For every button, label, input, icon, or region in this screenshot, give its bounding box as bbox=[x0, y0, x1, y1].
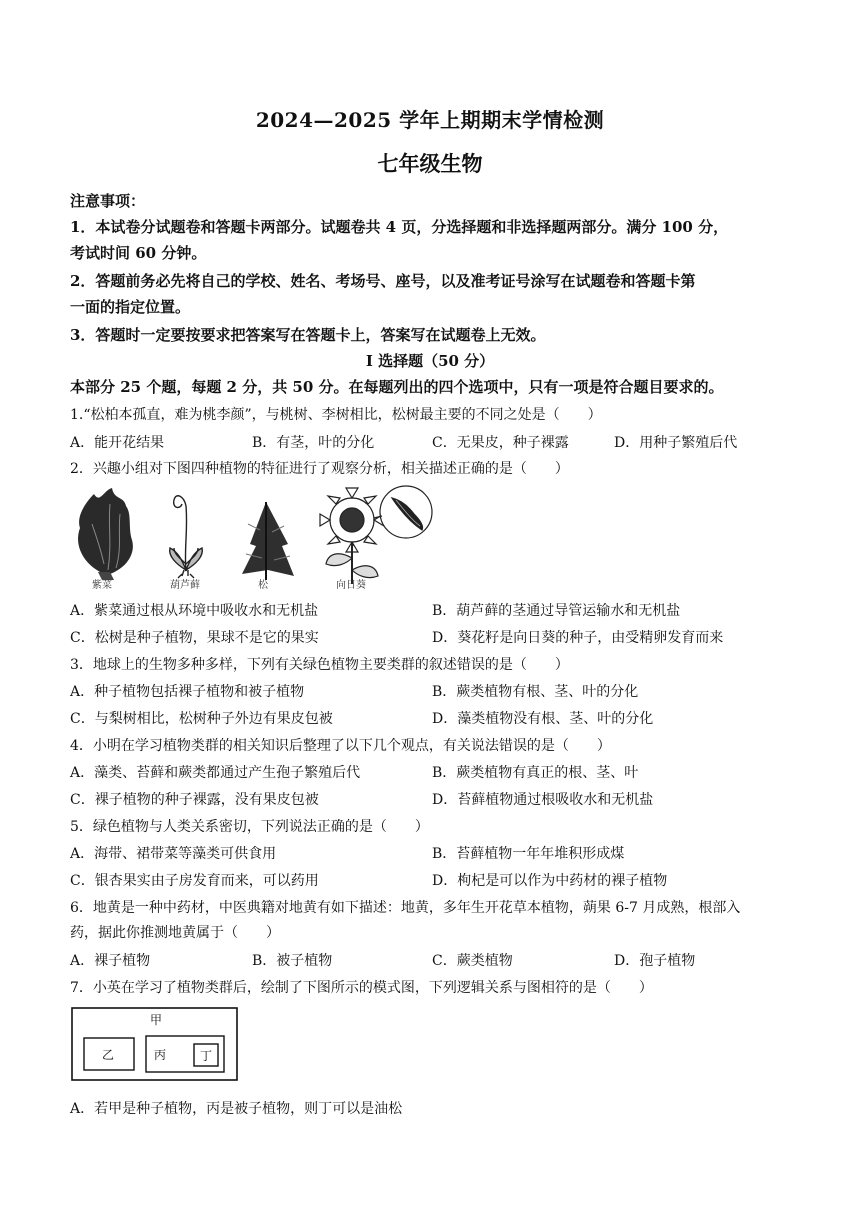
diagram-inner-label: 丁 bbox=[200, 1049, 213, 1063]
q6-stem-line1: 6．地黄是一种中药材，中医典籍对地黄有如下描述：地黄，多年生开花草本植物，蒴果 6-7 月成熟，根部入 bbox=[70, 900, 741, 916]
sunflower-image bbox=[320, 486, 432, 584]
q3-option-c: C．与梨树相比，松树种子外边有果皮包被 bbox=[70, 711, 333, 727]
label-laver: 紫菜 bbox=[92, 580, 112, 590]
q6-option-d: D．孢子植物 bbox=[614, 953, 696, 969]
q1-option-a: A．能开花结果 bbox=[70, 435, 165, 451]
q4-option-c: C．裸子植物的种子裸露，没有果皮包被 bbox=[70, 792, 319, 808]
q3-option-a: A．种子植物包括裸子植物和被子植物 bbox=[70, 684, 305, 700]
q7-model-diagram bbox=[70, 1006, 240, 1082]
notice-item-1b: 考试时间 60 分钟。 bbox=[70, 244, 207, 262]
q1-stem: 1.“松柏本孤直，难为桃李颜”，与桃树、李树相比，松树最主要的不同之处是（ ） bbox=[70, 407, 602, 423]
q1-option-d: D．用种子繁殖后代 bbox=[614, 435, 738, 451]
q5-option-c: C．银杏果实由子房发育而来，可以药用 bbox=[70, 873, 319, 889]
q4-option-a: A．藻类、苔藓和蕨类都通过产生孢子繁殖后代 bbox=[70, 765, 361, 781]
q1-option-c: C．无果皮，种子裸露 bbox=[432, 435, 569, 451]
q2-option-b: B．葫芦藓的茎通过导管运输水和无机盐 bbox=[432, 603, 681, 619]
q3-stem: 3．地球上的生物多种多样，下列有关绿色植物主要类群的叙述错误的是（ ） bbox=[70, 657, 569, 673]
q4-stem: 4．小明在学习植物类群的相关知识后整理了以下几个观点，有关说法错误的是（ ） bbox=[70, 738, 611, 754]
q5-option-d: D．枸杞是可以作为中药材的裸子植物 bbox=[432, 873, 668, 889]
diagram-left-label: 乙 bbox=[102, 1048, 115, 1062]
q6-option-b: B．被子植物 bbox=[252, 953, 333, 969]
q2-stem: 2．兴趣小组对下图四种植物的特征进行了观察分析，相关描述正确的是（ ） bbox=[70, 461, 569, 477]
notice-item-2a: 2．答题前务必先将自己的学校、姓名、考场号、座号，以及准考证号涂写在试题卷和答题卡第 bbox=[70, 272, 696, 290]
label-pine: 松 bbox=[258, 580, 268, 590]
q5-option-b: B．苔藓植物一年年堆积形成煤 bbox=[432, 846, 625, 862]
exam-title: 2024—2025 学年上期期末学情检测 bbox=[255, 108, 605, 132]
exam-subject: 七年级生物 bbox=[377, 151, 483, 176]
q2-plant-figure bbox=[70, 484, 450, 590]
q7-stem: 7．小英在学习了植物类群后，绘制了下图所示的模式图，下列逻辑关系与图相符的是（ ） bbox=[70, 980, 653, 996]
notice-item-1a: 1．本试卷分试题卷和答题卡两部分。试题卷共 4 页，分选择题和非选择题两部分。满分 100 分， bbox=[70, 218, 729, 236]
q7-option-a: A．若甲是种子植物，丙是被子植物，则丁可以是油松 bbox=[70, 1101, 403, 1117]
notice-item-3: 3．答题时一定要按要求把答案写在答题卡上，答案写在试题卷上无效。 bbox=[70, 326, 546, 344]
q6-stem-line2: 药，据此你推测地黄属于（ ） bbox=[70, 925, 280, 941]
label-sunflower: 向日葵 bbox=[336, 580, 366, 590]
moss-image bbox=[170, 496, 203, 578]
laver-image bbox=[78, 488, 133, 580]
diagram-mid-label: 丙 bbox=[154, 1048, 167, 1062]
q1-option-b: B．有茎，叶的分化 bbox=[252, 435, 375, 451]
q5-stem: 5．绿色植物与人类关系密切，下列说法正确的是（ ） bbox=[70, 819, 429, 835]
diagram-outer-label: 甲 bbox=[150, 1013, 163, 1027]
q2-option-c: C．松树是种子植物，果球不是它的果实 bbox=[70, 630, 319, 646]
section-title: Ⅰ 选择题（50 分） bbox=[365, 352, 495, 370]
q3-option-b: B．蕨类植物有根、茎、叶的分化 bbox=[432, 684, 639, 700]
q6-option-c: C．蕨类植物 bbox=[432, 953, 513, 969]
q4-option-b: B．蕨类植物有真正的根、茎、叶 bbox=[432, 765, 639, 781]
notice-heading: 注意事项： bbox=[70, 192, 146, 210]
q5-option-a: A．海带、裙带菜等藻类可供食用 bbox=[70, 846, 277, 862]
q2-option-d: D．葵花籽是向日葵的种子，由受精卵发育而来 bbox=[432, 630, 724, 646]
q3-option-d: D．藻类植物没有根、茎、叶的分化 bbox=[432, 711, 654, 727]
q6-option-a: A．裸子植物 bbox=[70, 953, 151, 969]
q2-option-a: A．紫菜通过根从环境中吸收水和无机盐 bbox=[70, 603, 319, 619]
notice-item-2b: 一面的指定位置。 bbox=[70, 298, 191, 316]
section-intro: 本部分 25 个题，每题 2 分，共 50 分。在每题列出的四个选项中，只有一项是符合题目要求的。 bbox=[70, 378, 724, 396]
pine-image bbox=[242, 502, 294, 580]
q4-option-d: D．苔藓植物通过根吸收水和无机盐 bbox=[432, 792, 654, 808]
label-moss: 葫芦藓 bbox=[170, 580, 200, 590]
